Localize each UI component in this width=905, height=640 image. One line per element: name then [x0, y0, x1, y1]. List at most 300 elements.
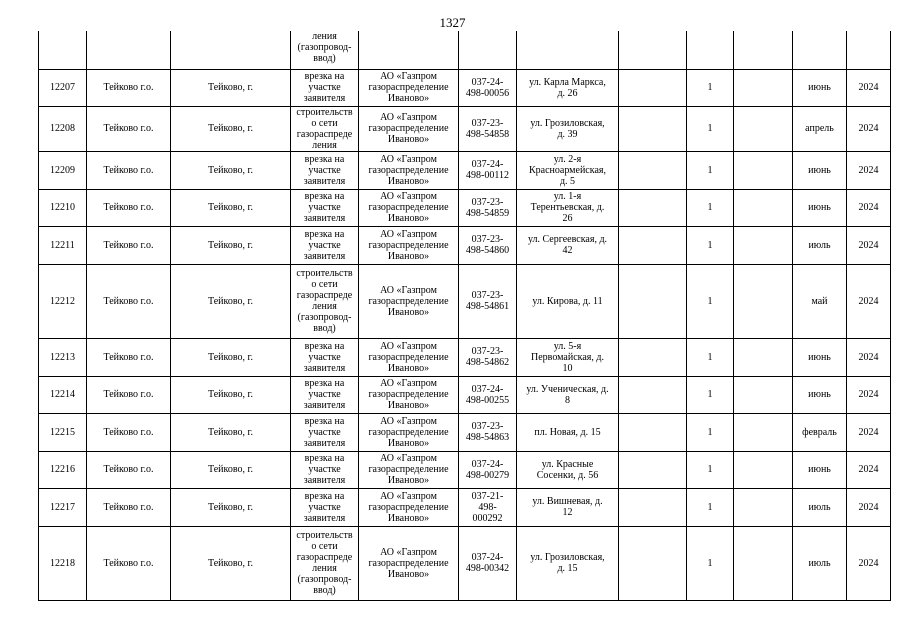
work-type-line: ввод): [313, 323, 336, 334]
cell-empty: [734, 189, 793, 226]
address-line: ул. 2-я: [553, 153, 582, 165]
cell-address: [517, 413, 619, 451]
organization-line: АО «Газпром: [380, 490, 437, 502]
organization-line: газораспределение: [368, 164, 449, 176]
cell-number: 12207: [39, 69, 87, 106]
cell-empty: [619, 413, 687, 451]
cell-code: [459, 151, 517, 189]
cell-district: Тейково г.о.: [87, 376, 171, 413]
work-type-line: заявителя: [303, 250, 346, 262]
table-row: [39, 226, 891, 264]
cell-address: [517, 264, 619, 338]
code-line: 498-54863: [465, 432, 510, 443]
cell-year: 2024: [847, 451, 891, 488]
cell-code: [459, 264, 517, 338]
code-line: 498-00342: [465, 563, 510, 574]
cell-organization: [359, 338, 459, 376]
cell-code: [459, 189, 517, 226]
cell-locality: Тейково, г.: [171, 413, 291, 451]
address-line: д. 15: [557, 563, 578, 574]
cell-address: [517, 451, 619, 488]
address-line: ул. Вишневая, д.: [532, 496, 603, 507]
cell-locality: Тейково, г.: [171, 488, 291, 526]
address-line: 26: [562, 213, 573, 224]
work-type-line: газораспреде: [296, 290, 353, 301]
cell-empty: [734, 338, 793, 376]
cell-locality: Тейково, г.: [171, 338, 291, 376]
cell-empty: [734, 526, 793, 600]
address-line: д. 39: [557, 128, 578, 140]
code-line: 000292: [472, 512, 503, 524]
code-line: 037-24-: [471, 552, 504, 563]
cell-empty: [619, 151, 687, 189]
cell-code: [459, 413, 517, 451]
work-type-line: заявителя: [303, 362, 346, 374]
work-type-line: строительств: [296, 106, 353, 118]
code-line: 037-23-: [471, 290, 504, 301]
cell-quantity: 1: [687, 189, 734, 226]
cell-empty: [87, 31, 171, 69]
cell-locality: Тейково, г.: [171, 226, 291, 264]
cell-quantity: 1: [687, 413, 734, 451]
organization-line: газораспределение: [368, 295, 449, 307]
code-line: 037-21-: [471, 490, 504, 502]
gas-connection-table: [38, 31, 891, 601]
cell-district: Тейково г.о.: [87, 69, 171, 106]
cell-month: апрель: [793, 106, 847, 151]
cell-month: июль: [793, 526, 847, 600]
cell-empty: [619, 376, 687, 413]
address-line: ул. Грозиловская,: [530, 552, 605, 563]
cell-month: июль: [793, 226, 847, 264]
cell-address: [517, 226, 619, 264]
code-line: 037-24-: [471, 76, 504, 88]
work-type-line: ления: [312, 139, 337, 151]
work-type-line: заявителя: [303, 512, 346, 524]
work-type-line: заявителя: [303, 400, 346, 411]
table-row: [39, 338, 891, 376]
cell-locality: Тейково, г.: [171, 151, 291, 189]
cell-empty: [847, 31, 891, 69]
cell-empty: [619, 488, 687, 526]
table-row: [39, 488, 891, 526]
cell-code: [459, 451, 517, 488]
cell-organization: [359, 376, 459, 413]
cell-empty: [359, 31, 459, 69]
work-type-line: участке: [308, 464, 341, 475]
code-line: 498-00112: [466, 170, 509, 181]
address-line: Первомайская, д.: [531, 351, 604, 363]
cell-empty: [517, 31, 619, 69]
organization-line: газораспределение: [368, 82, 449, 93]
cell-district: Тейково г.о.: [87, 451, 171, 488]
cell-organization: [359, 526, 459, 600]
work-type-line: строительств: [296, 268, 353, 279]
organization-line: АО «Газпром: [380, 453, 437, 464]
cell-empty: [734, 264, 793, 338]
work-type-line: заявителя: [303, 437, 346, 449]
work-type-line: ления: [312, 301, 337, 312]
cell-year: 2024: [847, 106, 891, 151]
address-line: 10: [562, 362, 573, 374]
organization-line: газораспределение: [368, 464, 449, 475]
organization-line: Иваново»: [387, 134, 430, 145]
cell-locality: Тейково, г.: [171, 106, 291, 151]
cell-month: июль: [793, 488, 847, 526]
organization-line: Иваново»: [387, 306, 430, 318]
work-type-line: ления: [312, 563, 337, 574]
cell-year: 2024: [847, 488, 891, 526]
address-line: 8: [565, 394, 570, 406]
cell-empty: [619, 106, 687, 151]
work-type-line: (газопровод-: [297, 574, 352, 585]
cell-empty: [734, 69, 793, 106]
cell-quantity: 1: [687, 451, 734, 488]
cell-quantity: 1: [687, 488, 734, 526]
cell-district: Тейково г.о.: [87, 226, 171, 264]
continuation-row: [39, 31, 891, 69]
organization-line: газораспределение: [368, 351, 449, 363]
table-row: [39, 413, 891, 451]
cell-work-type: [291, 413, 359, 451]
organization-line: АО «Газпром: [380, 228, 437, 240]
cell-year: 2024: [847, 189, 891, 226]
organization-line: Иваново»: [387, 568, 430, 580]
work-type-line: участке: [308, 164, 341, 176]
cell-number: 12210: [39, 189, 87, 226]
organization-line: Иваново»: [387, 175, 430, 187]
cell-empty: [734, 151, 793, 189]
cell-work-type: [291, 151, 359, 189]
code-line: 037-23-: [471, 117, 504, 129]
cell-quantity: 1: [687, 69, 734, 106]
cell-locality: Тейково, г.: [171, 264, 291, 338]
cell-quantity: 1: [687, 526, 734, 600]
cell-empty: [687, 31, 734, 69]
cell-empty: [734, 31, 793, 69]
cell-empty: [734, 413, 793, 451]
code-line: 037-23-: [471, 196, 504, 208]
work-type-line: ввод): [313, 53, 336, 64]
organization-line: газораспределение: [368, 239, 449, 251]
cell-month: июнь: [793, 451, 847, 488]
organization-line: газораспределение: [368, 501, 449, 513]
table-row: [39, 451, 891, 488]
work-type-line: врезка на: [304, 378, 345, 389]
code-line: 498-54862: [465, 357, 510, 368]
work-type-line: участке: [308, 202, 341, 213]
cell-work-type: [291, 338, 359, 376]
cell-empty: [459, 31, 517, 69]
address-line: ул. Грозиловская,: [530, 117, 605, 129]
cell-empty: [171, 31, 291, 69]
cell-number: 12212: [39, 264, 87, 338]
cell-empty: [619, 526, 687, 600]
work-type-line: газораспреде: [296, 552, 353, 563]
work-type-line: участке: [308, 426, 341, 438]
code-line: 498-: [478, 501, 497, 513]
cell-address: [517, 106, 619, 151]
table-row: [39, 189, 891, 226]
organization-line: газораспределение: [368, 426, 449, 438]
cell-code: [459, 106, 517, 151]
work-type-line: (газопровод-: [297, 42, 352, 53]
cell-address: [517, 376, 619, 413]
cell-work-type: [291, 451, 359, 488]
cell-year: 2024: [847, 413, 891, 451]
work-type-line: заявителя: [303, 475, 346, 486]
cell-month: июнь: [793, 189, 847, 226]
cell-number: 12208: [39, 106, 87, 151]
organization-line: Иваново»: [387, 250, 430, 262]
cell-year: 2024: [847, 338, 891, 376]
cell-quantity: 1: [687, 376, 734, 413]
cell-work-type: [291, 189, 359, 226]
work-type-line: участке: [308, 351, 341, 363]
cell-organization: [359, 189, 459, 226]
page-number: 1327: [439, 15, 466, 30]
cell-work-type: [291, 264, 359, 338]
organization-line: Иваново»: [387, 512, 430, 524]
address-line: Терентьевская, д.: [530, 202, 605, 213]
table-row: [39, 526, 891, 600]
cell-empty: [734, 106, 793, 151]
cell-empty: [619, 69, 687, 106]
cell-month: июнь: [793, 151, 847, 189]
cell-empty: [619, 338, 687, 376]
code-line: 037-23-: [471, 421, 504, 432]
cell-empty: [619, 31, 687, 69]
address-line: Сосенки, д. 56: [536, 469, 599, 481]
cell-empty: [619, 189, 687, 226]
code-line: 498-00279: [465, 469, 510, 481]
work-type-line: заявителя: [303, 175, 346, 187]
code-line: 498-54860: [465, 245, 510, 256]
work-type-line: газораспреде: [296, 128, 353, 140]
cell-locality: Тейково, г.: [171, 451, 291, 488]
organization-line: Иваново»: [387, 475, 430, 486]
cell-code: [459, 488, 517, 526]
cell-district: Тейково г.о.: [87, 526, 171, 600]
organization-line: АО «Газпром: [380, 546, 437, 558]
code-line: 498-00255: [465, 394, 510, 406]
cell-address: [517, 151, 619, 189]
work-type-line: заявителя: [303, 213, 346, 224]
cell-year: 2024: [847, 151, 891, 189]
cell-month: июнь: [793, 376, 847, 413]
cell-quantity: 1: [687, 226, 734, 264]
cell-quantity: 1: [687, 338, 734, 376]
cell-month: май: [793, 264, 847, 338]
cell-month: февраль: [793, 413, 847, 451]
cell-empty: [39, 31, 87, 69]
cell-empty: [619, 264, 687, 338]
cell-organization: [359, 69, 459, 106]
cell-district: Тейково г.о.: [87, 151, 171, 189]
organization-line: газораспределение: [368, 123, 449, 134]
cell-locality: Тейково, г.: [171, 376, 291, 413]
organization-line: Иваново»: [387, 400, 430, 411]
work-type-line: о сети: [311, 279, 338, 290]
cell-year: 2024: [847, 69, 891, 106]
work-type-line: участке: [308, 239, 341, 251]
code-line: 037-23-: [471, 346, 504, 357]
organization-line: АО «Газпром: [380, 378, 437, 389]
cell-work-type: [291, 376, 359, 413]
address-line: ул. 5-я: [553, 340, 582, 352]
organization-line: Иваново»: [387, 213, 430, 224]
address-line: ул. Сергеевская, д.: [527, 234, 608, 245]
organization-line: АО «Газпром: [380, 191, 437, 202]
cell-address: [517, 69, 619, 106]
organization-line: АО «Газпром: [380, 340, 437, 352]
cell-locality: Тейково, г.: [171, 526, 291, 600]
code-line: 498-54861: [465, 301, 510, 312]
cell-number: 12211: [39, 226, 87, 264]
work-type-line: участке: [308, 389, 341, 400]
cell-district: Тейково г.о.: [87, 264, 171, 338]
cell-year: 2024: [847, 226, 891, 264]
cell-number: 12213: [39, 338, 87, 376]
cell-code: [459, 526, 517, 600]
table-row: [39, 151, 891, 189]
cell-year: 2024: [847, 264, 891, 338]
cell-year: 2024: [847, 526, 891, 600]
work-type-line: врезка на: [304, 153, 345, 165]
organization-line: АО «Газпром: [380, 284, 437, 296]
work-type-line: врезка на: [304, 71, 345, 82]
address-line: ул. Карла Маркса,: [529, 76, 606, 88]
work-type-line: о сети: [311, 541, 338, 552]
cell-address: [517, 526, 619, 600]
organization-line: газораспределение: [368, 557, 449, 569]
address-line: 12: [562, 507, 573, 518]
cell-district: Тейково г.о.: [87, 338, 171, 376]
work-type-line: ввод): [313, 585, 336, 596]
organization-line: АО «Газпром: [380, 153, 437, 165]
organization-line: газораспределение: [368, 389, 449, 400]
cell-empty: [619, 451, 687, 488]
work-type-line: о сети: [311, 117, 338, 129]
cell-organization: [359, 488, 459, 526]
work-type-line: участке: [308, 501, 341, 513]
work-type-line: ления: [312, 31, 337, 42]
address-line: ул. Ученическая, д.: [526, 383, 609, 395]
cell-work-type: [291, 31, 359, 69]
cell-code: [459, 376, 517, 413]
cell-number: 12216: [39, 451, 87, 488]
work-type-line: врезка на: [304, 415, 345, 427]
table-body: [39, 31, 891, 600]
cell-district: Тейково г.о.: [87, 488, 171, 526]
cell-organization: [359, 264, 459, 338]
address-line: пл. Новая, д. 15: [534, 426, 601, 438]
code-line: 037-24-: [471, 458, 504, 470]
address-line: д. 26: [557, 87, 578, 99]
code-line: 498-54859: [465, 207, 510, 219]
cell-organization: [359, 451, 459, 488]
cell-address: [517, 189, 619, 226]
cell-district: Тейково г.о.: [87, 189, 171, 226]
code-line: 037-23-: [471, 234, 504, 245]
work-type-line: (газопровод-: [297, 312, 352, 323]
organization-line: Иваново»: [387, 93, 430, 104]
address-line: Красноармейская,: [529, 164, 606, 176]
cell-code: [459, 69, 517, 106]
address-line: ул. 1-я: [553, 191, 582, 202]
cell-district: Тейково г.о.: [87, 413, 171, 451]
cell-number: 12209: [39, 151, 87, 189]
work-type-line: врезка на: [304, 228, 345, 240]
cell-organization: [359, 151, 459, 189]
cell-empty: [734, 376, 793, 413]
code-line: 498-54858: [465, 128, 510, 140]
cell-empty: [734, 226, 793, 264]
cell-empty: [734, 488, 793, 526]
cell-work-type: [291, 106, 359, 151]
cell-empty: [734, 451, 793, 488]
cell-quantity: 1: [687, 106, 734, 151]
work-type-line: врезка на: [304, 453, 345, 464]
cell-district: Тейково г.о.: [87, 106, 171, 151]
cell-locality: Тейково, г.: [171, 189, 291, 226]
cell-code: [459, 338, 517, 376]
cell-number: 12217: [39, 488, 87, 526]
address-line: ул. Кирова, д. 11: [532, 295, 603, 307]
cell-month: июнь: [793, 338, 847, 376]
cell-work-type: [291, 488, 359, 526]
organization-line: АО «Газпром: [380, 415, 437, 427]
cell-quantity: 1: [687, 264, 734, 338]
work-type-line: врезка на: [304, 191, 345, 202]
cell-number: 12214: [39, 376, 87, 413]
organization-line: АО «Газпром: [380, 71, 437, 82]
address-line: ул. Красные: [541, 458, 594, 470]
table-row: [39, 106, 891, 151]
cell-work-type: [291, 226, 359, 264]
table-row: [39, 69, 891, 106]
work-type-line: заявителя: [303, 93, 346, 104]
organization-line: Иваново»: [387, 437, 430, 449]
cell-quantity: 1: [687, 151, 734, 189]
cell-locality: Тейково, г.: [171, 69, 291, 106]
organization-line: газораспределение: [368, 202, 449, 213]
address-line: д. 5: [559, 175, 576, 187]
cell-organization: [359, 106, 459, 151]
work-type-line: строительств: [296, 530, 353, 541]
cell-empty: [793, 31, 847, 69]
cell-number: 12218: [39, 526, 87, 600]
cell-month: июнь: [793, 69, 847, 106]
table-row: [39, 376, 891, 413]
code-line: 498-00056: [465, 87, 510, 99]
cell-work-type: [291, 526, 359, 600]
work-type-line: участке: [308, 82, 341, 93]
code-line: 037-24-: [471, 383, 504, 395]
cell-empty: [619, 226, 687, 264]
cell-year: 2024: [847, 376, 891, 413]
cell-number: 12215: [39, 413, 87, 451]
code-line: 037-24-: [471, 159, 504, 170]
work-type-line: врезка на: [304, 490, 345, 502]
cell-work-type: [291, 69, 359, 106]
table-row: [39, 264, 891, 338]
cell-address: [517, 338, 619, 376]
cell-address: [517, 488, 619, 526]
cell-organization: [359, 413, 459, 451]
cell-organization: [359, 226, 459, 264]
address-line: 42: [562, 245, 573, 256]
